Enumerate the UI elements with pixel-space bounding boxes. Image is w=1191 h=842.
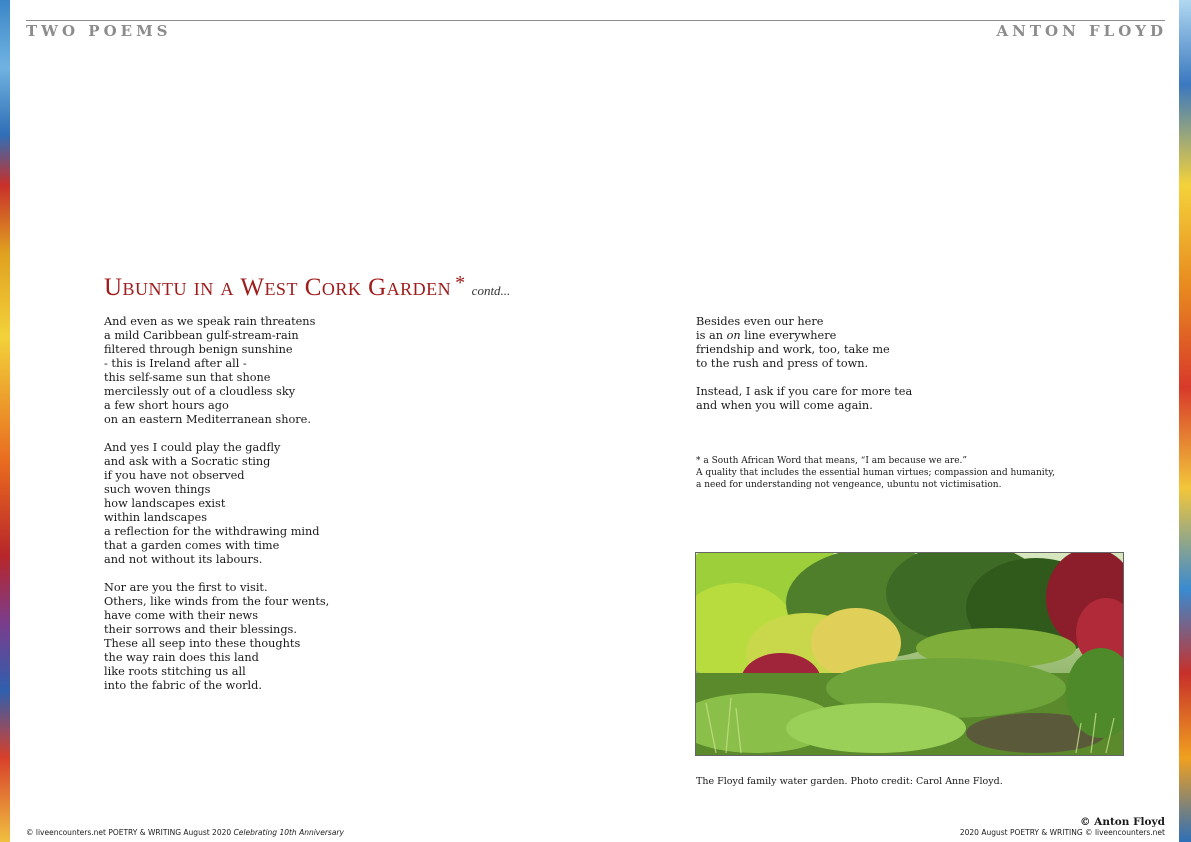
footer-left-anniversary: Celebrating 10th Anniversary [233, 828, 344, 837]
continued-label: contd... [471, 283, 511, 298]
poem-line: into the fabric of the world. [104, 679, 262, 692]
poem-line: on an eastern Mediterranean shore. [104, 413, 311, 426]
poem-title-text: Ubuntu in a West Cork Garden [104, 274, 452, 301]
running-header-right: ANTON FLOYD [996, 22, 1167, 40]
poem-line: and when you will come again. [696, 399, 873, 412]
stanza-3 [104, 581, 524, 693]
poem-line: mercilessly out of a cloudless sky [104, 385, 296, 398]
poem-line: this self-same sun that shone [104, 371, 271, 384]
poem-line: the way rain does this land [104, 651, 259, 664]
garden-photo-illustration [696, 553, 1123, 755]
poem-right-column [696, 315, 1136, 427]
poem-line: how landscapes exist [104, 497, 226, 510]
footer-right: 2020 August POETRY & WRITING © liveencounters.net [959, 828, 1165, 837]
poem-line: and ask with a Socratic sting [104, 455, 271, 468]
footnote [696, 455, 1136, 491]
poem-line: to the rush and press of town. [696, 357, 869, 370]
poem-line: a mild Caribbean gulf-stream-rain [104, 329, 299, 342]
stanza-4 [696, 315, 1136, 371]
poem-line: Others, like winds from the four wents, [104, 595, 330, 608]
stanza-1 [104, 315, 524, 427]
poem-line: Instead, I ask if you care for more tea [696, 385, 913, 398]
decorative-left-edge [0, 0, 10, 842]
poem-line: Besides even our here [696, 315, 824, 328]
poem-line: a few short hours ago [104, 399, 229, 412]
poem-line: if you have not observed [104, 469, 245, 482]
footer-left-text: © liveencounters.net POETRY & WRITING August 2020 [26, 828, 234, 837]
poem-line: - this is Ireland after all - [104, 357, 247, 370]
poem-title [104, 272, 510, 302]
footnote-marker: * [455, 272, 466, 294]
poem-line: These all seep into these thoughts [104, 637, 301, 650]
stanza-5 [696, 385, 1136, 413]
poem-line: like roots stitching us all [104, 665, 246, 678]
footnote-line: A quality that includes the essential human virtues; compassion and humanity, [696, 468, 1055, 478]
poem-line: and not without its labours. [104, 553, 263, 566]
decorative-right-edge [1179, 0, 1191, 842]
poem-line: And yes I could play the gadfly [104, 441, 281, 454]
garden-photo [695, 552, 1124, 756]
poem-line [696, 329, 1136, 343]
footnote-line: a need for understanding not vengeance, ubuntu not victimisation. [696, 480, 1002, 490]
poem-line: that a garden comes with time [104, 539, 280, 552]
running-header-left: TWO POEMS [26, 22, 172, 40]
photo-caption: The Floyd family water garden. Photo credit: Carol Anne Floyd. [696, 776, 1003, 787]
footer-left [26, 828, 344, 837]
poem-line: Nor are you the first to visit. [104, 581, 268, 594]
footnote-line: * a South African Word that means, “I am because we are.” [696, 456, 967, 466]
poem-line: within landscapes [104, 511, 208, 524]
poem-line-emphasis: on [726, 329, 741, 342]
poem-left-column [104, 315, 524, 707]
poem-line: friendship and work, too, take me [696, 343, 890, 356]
poem-line: such woven things [104, 483, 211, 496]
poem-line: have come with their news [104, 609, 259, 622]
poem-line-part: line everywhere [740, 329, 837, 342]
poem-line: a reflection for the withdrawing mind [104, 525, 320, 538]
copyright-author: © Anton Floyd [1080, 816, 1165, 828]
poem-line-part: is an [696, 329, 727, 342]
poem-line: And even as we speak rain threatens [104, 315, 316, 328]
stanza-2 [104, 441, 524, 567]
header-rule [26, 20, 1165, 21]
poem-line: filtered through benign sunshine [104, 343, 293, 356]
poem-line: their sorrows and their blessings. [104, 623, 297, 636]
